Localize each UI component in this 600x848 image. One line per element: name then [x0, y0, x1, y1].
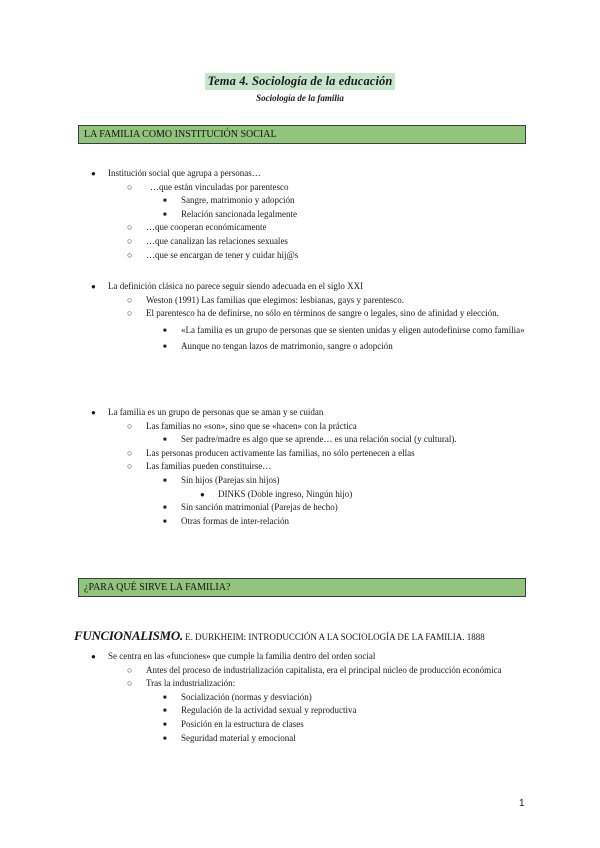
bullet-icon: ●	[91, 652, 96, 661]
list-block-grupo	[0, 406, 600, 528]
square-bullet-icon: ■	[163, 735, 167, 742]
list-item: ○ Las familias no «son», sino que se «hacen» con la práctica	[0, 420, 600, 434]
square-bullet-icon: ■	[163, 344, 167, 351]
list-block-definicion	[0, 280, 600, 354]
circle-bullet-icon: ○	[127, 235, 133, 246]
list-item: ○ Antes del proceso de industrialización capitalista, era el principal núcleo de producción económica	[0, 664, 600, 678]
list-item: ■ Sangre, matrimonio y adopción	[0, 194, 600, 208]
list-item: ■ Sin sanción matrimonial (Parejas de hecho)	[0, 501, 600, 515]
list-item: ○ …que canalizan las relaciones sexuales	[0, 235, 600, 249]
section-heading-funcion: ¿PARA QUÉ SIRVE LA FAMILIA?	[78, 578, 526, 597]
funcionalismo-title: FUNCIONALISMO.	[74, 628, 183, 643]
list-item: ○ Las personas producen activamente las familias, no sólo pertenecen a ellas	[0, 447, 600, 461]
square-bullet-icon: ■	[163, 211, 167, 218]
list-item: ■ Otras formas de inter-relación	[0, 515, 600, 529]
document-subtitle: Sociología de la familia	[256, 93, 344, 103]
square-bullet-icon: ■	[163, 505, 167, 512]
list-item: ■ «La familia es un grupo de personas que se sienten unidas y eligen autodefinirse como familia»	[0, 324, 600, 338]
circle-bullet-icon: ○	[127, 447, 133, 458]
circle-bullet-icon: ○	[127, 294, 133, 305]
list-item: ○ Tras la industrialización:	[0, 677, 600, 691]
square-bullet-icon: ■	[163, 437, 167, 444]
circle-bullet-icon: ○	[127, 222, 133, 233]
list-item: ○ Las familias pueden constituirse…	[0, 460, 600, 474]
circle-bullet-icon: ○	[127, 181, 133, 192]
list-item: ○ …que se encargan de tener y cuidar hij@s	[0, 249, 600, 263]
bullet-icon: ●	[91, 408, 96, 417]
circle-bullet-icon: ○	[127, 249, 133, 260]
durkheim-reference: E. DURKHEIM: INTRODUCCIÓN A LA SOCIOLOGÍA DE LA FAMILIA. 1888	[182, 632, 485, 642]
list-item: ■ Ser padre/madre es algo que se aprende… es una relación social (y cultural).	[0, 433, 600, 447]
square-bullet-icon: ■	[163, 518, 167, 525]
page-number: 1	[519, 798, 525, 809]
list-item: ■ Aunque no tengan lazos de matrimonio, sangre o adopción	[0, 340, 600, 354]
square-bullet-icon: ■	[163, 327, 167, 334]
square-bullet-icon: ■	[163, 694, 167, 701]
document-title: Tema 4. Sociología de la educación	[205, 73, 396, 90]
list-item: ○ Weston (1991) Las familias que elegimos: lesbianas, gays y parentesco.	[0, 294, 600, 308]
section-heading-familia: LA FAMILIA COMO INSTITUCIÓN SOCIAL	[78, 125, 526, 144]
list-item: ■ Socialización (normas y desviación)	[0, 691, 600, 705]
bullet-icon: ●	[200, 489, 205, 499]
list-block-institucion	[0, 167, 600, 262]
list-item: ● DINKS (Doble ingreso, Ningún hijo)	[0, 488, 600, 502]
square-bullet-icon: ■	[163, 198, 167, 205]
circle-bullet-icon: ○	[127, 308, 133, 319]
list-block-funciones	[0, 650, 600, 745]
bullet-icon: ●	[91, 169, 96, 178]
square-bullet-icon: ■	[163, 708, 167, 715]
circle-bullet-icon: ○	[127, 420, 133, 431]
square-bullet-icon: ■	[163, 477, 167, 484]
circle-bullet-icon: ○	[127, 678, 133, 689]
circle-bullet-icon: ○	[127, 664, 133, 675]
list-item: ■ Regulación de la actividad sexual y reproductiva	[0, 704, 600, 718]
list-item: ■ Seguridad material y emocional	[0, 732, 600, 746]
bullet-icon: ●	[91, 282, 96, 291]
list-item: ○ …que están vinculadas por parentesco	[0, 181, 600, 195]
list-item: ■ Sin hijos (Parejas sin hijos)	[0, 474, 600, 488]
list-item: ○ …que cooperan económicamente	[0, 221, 600, 235]
list-item: ■ Posición en la estructura de clases	[0, 718, 600, 732]
list-item: ○ El parentesco ha de definirse, no sólo en términos de sangre o legales, sino de afinidad y elección.	[0, 307, 600, 321]
funcionalismo-heading	[74, 627, 534, 645]
list-item: ■ Relación sancionada legalmente	[0, 208, 600, 222]
list-item: ● Se centra en las «funciones» que cumple la familia dentro del orden social	[0, 650, 600, 664]
list-item: ● La familia es un grupo de personas que se aman y se cuidan	[0, 406, 600, 420]
title-block	[0, 72, 600, 103]
list-item: ● La definición clásica no parece seguir siendo adecuada en el siglo XXI	[0, 280, 600, 294]
list-item: ● Institución social que agrupa a personas…	[0, 167, 600, 181]
square-bullet-icon: ■	[163, 721, 167, 728]
circle-bullet-icon: ○	[127, 461, 133, 472]
